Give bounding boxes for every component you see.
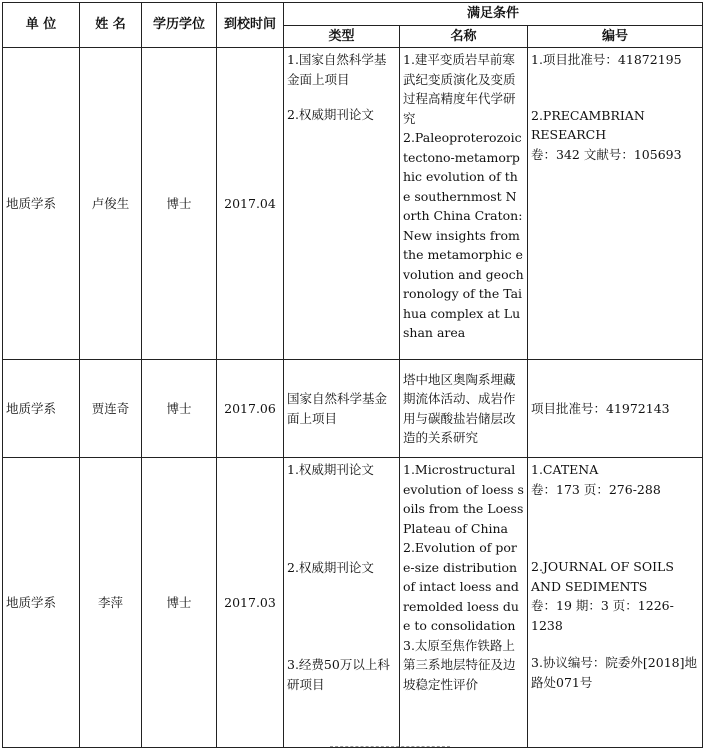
type-item: 3.经费50万以上科研项目 <box>287 657 390 692</box>
number-item: 3.协议编号：院委外[2018]地路处071号 <box>531 655 697 690</box>
table-row <box>3 48 703 360</box>
type-item: 1.权威期刊论文 <box>287 462 374 477</box>
cell-title: 塔中地区奥陶系埋藏期流体活动、成岩作用与碳酸盐岩储层改造的关系研究 <box>400 360 528 458</box>
header-unit: 单 位 <box>3 3 80 48</box>
cell-type <box>284 458 400 748</box>
number-item: 2.PRECAMBRIAN RESEARCH <box>531 107 645 142</box>
cell-unit: 地质学系 <box>3 360 80 458</box>
number-item: 2.JOURNAL OF SOILS AND SEDIMENTS <box>531 559 674 594</box>
title-item: 1.Microstructural evolution of loess soils from the Loess Plateau of China <box>403 462 524 536</box>
type-item: 2.权威期刊论文 <box>287 107 374 122</box>
header-name: 姓 名 <box>80 3 142 48</box>
cell-type <box>284 48 400 360</box>
cell-degree: 博士 <box>142 360 217 458</box>
number-detail: 卷：19 期：3 页：1226-1238 <box>531 598 674 633</box>
header-title: 名称 <box>400 26 528 48</box>
cell-name: 卢俊生 <box>80 48 142 360</box>
personnel-table <box>2 2 703 748</box>
header-conditions: 满足条件 <box>284 3 703 26</box>
cell-number <box>528 458 703 748</box>
header-arrival-time: 到校时间 <box>217 3 284 48</box>
cell-degree: 博士 <box>142 458 217 748</box>
header-degree: 学历学位 <box>142 3 217 48</box>
page-bottom-dash <box>330 746 450 747</box>
type-item: 1.国家自然科学基金面上项目 <box>287 52 387 87</box>
header-row <box>3 3 703 26</box>
cell-arrival: 2017.04 <box>217 48 284 360</box>
cell-unit: 地质学系 <box>3 48 80 360</box>
cell-title <box>400 48 528 360</box>
cell-name: 李萍 <box>80 458 142 748</box>
number-item: 1.项目批准号：41872195 <box>531 52 682 67</box>
cell-name: 贾连奇 <box>80 360 142 458</box>
header-number: 编号 <box>528 26 703 48</box>
title-item: 2.Evolution of pore-size distribution of intact loess and remolded loess due to consolidation <box>403 540 519 633</box>
type-item: 2.权威期刊论文 <box>287 559 374 575</box>
cell-title <box>400 458 528 748</box>
cell-type: 国家自然科学基金面上项目 <box>284 360 400 458</box>
cell-arrival: 2017.06 <box>217 360 284 458</box>
table-row <box>3 458 703 748</box>
number-detail: 卷：342 文献号：105693 <box>531 146 682 162</box>
title-item: 3.太原至焦作铁路上第三系地层特征及边坡稳定性评价 <box>403 637 516 692</box>
title-item: 2.Paleoproterozoic tectono-metamorphic evolution of the southernmost North China Craton: New insights from the metamorphic evolution and geochronology of the Taihua complex at Lushan area <box>403 130 524 340</box>
cell-arrival: 2017.03 <box>217 458 284 748</box>
cell-number <box>528 48 703 360</box>
cell-number: 项目批准号：41972143 <box>528 360 703 458</box>
title-item: 1.建平变质岩早前寒武纪变质演化及变质过程高精度年代学研究 <box>403 52 516 126</box>
table-row <box>3 360 703 458</box>
number-item: 1.CATENA <box>531 462 599 477</box>
cell-degree: 博士 <box>142 48 217 360</box>
header-type: 类型 <box>284 26 400 48</box>
cell-unit: 地质学系 <box>3 458 80 748</box>
number-detail: 卷：173 页：276-288 <box>531 481 661 497</box>
